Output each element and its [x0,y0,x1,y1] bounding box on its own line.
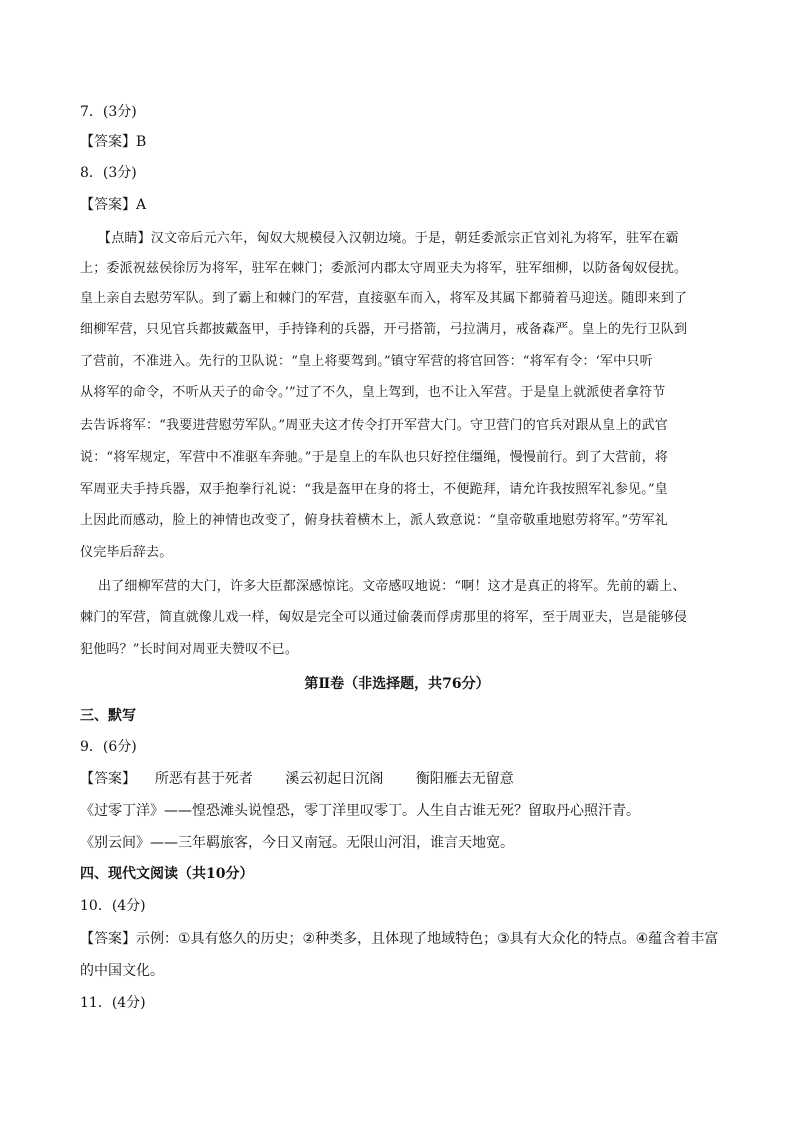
poem-line: 《别云间》——三年羁旅客，今日又南冠。无限山河泪，谁言天地宽。 [80,835,514,851]
q9-answer-item: 溪云初起日沉阁 [285,771,384,787]
q8-answer: 【答案】A [80,197,147,213]
q9-number: 9．(6分) [80,739,137,755]
commentary-line: 皇上亲自去慰劳军队。到了霸上和棘门的军营，直接驱车而入，将军及其属下都骑着马迎送。随即来到了 [80,291,688,306]
section4-title: 四、现代文阅读（共10分） [80,866,254,882]
commentary-line: 上；委派祝兹侯徐厉为将军，驻军在棘门；委派河内郡太守周亚夫为将军，驻军细柳，以防备匈奴侵扰。 [80,261,688,276]
q9-answer [80,769,514,789]
q10-answer-line: 【答案】示例：①具有悠久的历史；②种类多，且体现了地域特色；③具有大众化的特点。④蕴含着丰富 [80,931,719,947]
q9-answer-item: 衡阳雁去无留意 [415,771,514,787]
commentary-line: 仪完毕后辞去。 [80,545,173,560]
commentary-line: 细柳军营，只见官兵都披戴盔甲，手持锋利的兵器，开弓搭箭，弓拉满月，戒备森严。皇上的先行卫队到 [80,322,688,337]
q7-answer: 【答案】B [80,134,147,150]
poem-line: 《过零丁洋》——惶恐滩头说惶恐，零丁洋里叹零丁。人生自古谁无死？留取丹心照汗青。 [80,803,640,819]
commentary-line: 说：“将军规定，军营中不准驱车奔驰。”于是皇上的车队也只好控住缰绳，慢慢前行。到了大营前，将 [80,450,668,465]
part2-title: 第Ⅱ卷（非选择题，共76分） [304,676,490,692]
q10-answer-line: 的中国文化。 [80,963,164,979]
q11-number: 11．(4分) [80,995,146,1011]
q8-number: 8．(3分) [80,165,137,181]
commentary-line: 出了细柳军营的大门，许多大臣都深感惊诧。文帝感叹地说：“啊！这才是真正的将军。先前的霸上、 [98,579,686,594]
q7-number: 7．(3分) [80,104,137,120]
commentary-line: 上因此而感动，脸上的神情也改变了，俯身扶着横木上，派人致意说：“皇帝敬重地慰劳将军。”劳军礼 [80,513,668,528]
q9-answer-item: 所恶有甚于死者 [154,771,253,787]
commentary-line: 【点睛】汉文帝后元六年，匈奴大规模侵入汉朝边境。于是，朝廷委派宗正官刘礼为将军，驻军在霸 [98,231,679,246]
commentary-line: 棘门的军营，简直就像儿戏一样，匈奴是完全可以通过偷袭而俘虏那里的将军，至于周亚夫，岂是能够侵 [80,610,688,625]
q9-answer-label: 【答案】 [80,771,136,787]
commentary-line: 去告诉将军：“我要进营慰劳军队。”周亚夫这才传令打开军营大门。守卫营门的官兵对跟从皇上的武官 [80,418,668,433]
commentary-line: 军周亚夫手持兵器，双手抱拳行礼说：“我是盔甲在身的将士，不便跪拜，请允许我按照军礼参见。”皇 [80,482,668,497]
commentary-line: 从将军的命令，不听从天子的命令。’”过了不久，皇上驾到，也不让入军营。于是皇上就派使者拿符节 [80,385,666,400]
section3-title: 三、默写 [80,708,136,724]
commentary-line: 犯他吗？”长时间对周亚夫赞叹不已。 [80,642,299,657]
commentary-line: 了营前，不准进入。先行的卫队说：“皇上将要驾到。”镇守军营的将官回答：“将军有令：‘军中只听 [80,354,653,369]
q10-number: 10．(4分) [80,898,146,914]
